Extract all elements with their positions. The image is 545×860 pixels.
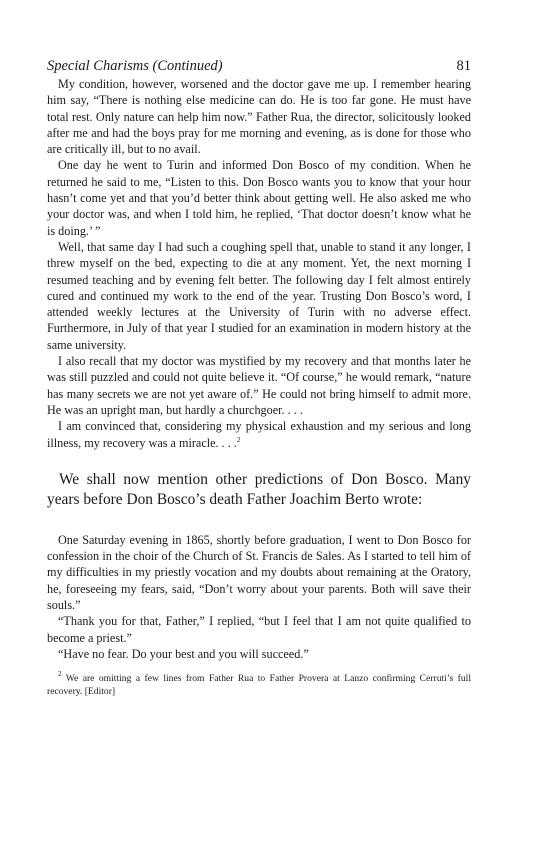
quote-paragraph: I also recall that my doctor was mystified by my recovery and that months later he was still puzzled and could not quite believe it. “Of course,” he would remark, “nature has many secrets we are not yet aware of.” He could not bring himself to admit more. He was an upright man, but hardly a churchgoer. . . . (47, 354, 471, 417)
quote-paragraph: One Saturday evening in 1865, shortly before graduation, I went to Don Bosco for confession in the choir of the Church of St. Francis de Sales. As I started to tell him of my difficulties in my priestly vocation and my doubts about remaining at the Oratory, he, foreseeing my fears, said, “Don’t worry about your parents. Both will save their souls.” (47, 532, 471, 613)
footnote (47, 672, 471, 698)
quotation-cerruti (47, 76, 471, 451)
quote-paragraph-text: I am convinced that, considering my physical exhaustion and my serious and long illness, my recovery was a miracle. . . . (47, 419, 471, 450)
running-title: Special Charisms (Continued) (47, 58, 223, 74)
quote-paragraph: One day he went to Turin and informed Don Bosco of my condition. When he returned he said to me, “Listen to this. Don Bosco wants you to know that your hour hasn’t come yet and that you’d better think about getting well. He also asked me who your doctor was, and when I told him, he replied, ‘That doctor doesn’t know what he is doing.’ ” (47, 158, 471, 238)
footnote-text: We are omitting a few lines from Father Rua to Father Provera at Lanzo confirming Cerruti’s full recovery. [Editor] (47, 673, 471, 698)
footnote-reference: 2 (236, 435, 241, 444)
book-page (47, 56, 471, 698)
page-number: 81 (456, 58, 471, 74)
body-paragraph: We shall now mention other predictions of Don Bosco. Many years before Don Bosco’s death Father Joachim Berto wrote: (47, 470, 471, 508)
quote-paragraph: “Thank you for that, Father,” I replied, “but I feel that I am not quite qualified to become a priest.” (47, 614, 471, 645)
quote-paragraph: “Have no fear. Do your best and you will succeed.” (58, 646, 309, 661)
quote-paragraph-last (47, 418, 471, 451)
running-head (47, 56, 471, 76)
quote-paragraph: Well, that same day I had such a coughing spell that, unable to stand it any longer, I threw myself on the bed, expecting to die at any moment. Yet, the next morning I resumed teaching and by evening felt better. The following day I felt almost entirely cured and continued my work to the end of the year. Trusting Don Bosco’s word, I attended weekly lectures at the University of Turin with no adverse effect. Furthermore, in July of that year I studied for an examination in modern history at the same university. (47, 239, 471, 352)
quotation-berto (47, 532, 471, 662)
quote-paragraph: My condition, however, worsened and the doctor gave me up. I remember hearing him say, “There is nothing else medicine can do. He is too far gone. He must have total rest. Only nature can help him now.” Father Rua, the director, solicitously looked after me and had the boys pray for me morning and evening, as is done for those who are critically ill, but to no avail. (47, 77, 471, 157)
footnote-marker: 2 (58, 670, 62, 679)
